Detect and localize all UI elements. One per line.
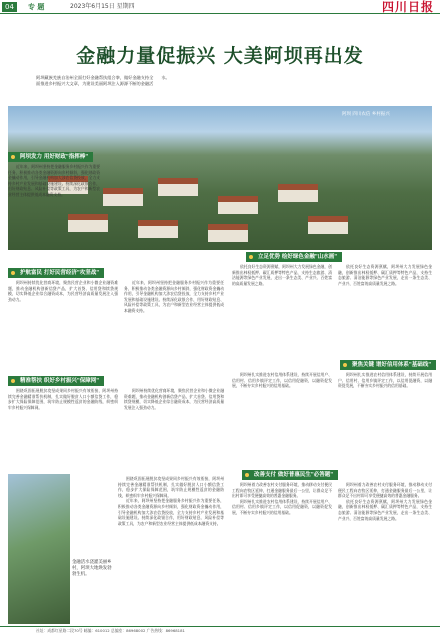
village-house: [208, 224, 248, 242]
side-photo: [8, 474, 70, 624]
village-house: [158, 178, 198, 196]
article-column: 围绕巩固拓展脱贫攻坚成果同乡村振兴有效衔接，阿坝州持续完善金融精准帮扶机制，扎实做好脱贫人口小额信贷工作，稳步扩大保险保障范围，筑牢防止规模性返贫的金融防线，织密织牢乡村振兴保障网。 近年来，阿坝州坚持把金融服务乡村振兴作为重要任务，积极推动各类金融资源向乡村倾斜，强化财政资金撬动作用，引导金融机构加大涉农信贷投放，全力支持乡村产业发展和基础设施建设。持续深化政银合作，用好财政贴息、风险补偿等政策工具，为农户和新型农业经营主体提供低成本融资支持。: [118, 476, 224, 526]
article-column: 近年来，阿坝州坚持把金融服务乡村振兴作为重要任务，积极推动各类金融资源向乡村倾斜，强化财政资金撬动作用，引导金融机构加大涉农信贷投放，全力支持乡村产业发展和基础设施建设。持续深化政银合作，用好财政贴息、风险补偿等政策工具，为农户和新型农业经营主体提供低成本融资支持。: [124, 280, 224, 313]
photo-caption: 阿坝 四川农信 乡村振兴: [342, 112, 390, 117]
village-house: [278, 184, 318, 202]
article-column: 阿坝州持续优化营商环境，聚焦民营企业和小微企业融资难题，推动金融机构创新信贷产品，扩大首贷、信用贷和续贷规模，切实降低企业综合融资成本，为民营经济高质量发展注入强劲动力。: [124, 388, 224, 410]
section-banner-5: 聚焦关键 谱好信用体系"基础线": [340, 360, 436, 370]
village-house: [138, 220, 178, 238]
article-column: 依托良好生态资源禀赋，阿坝州大力发展绿色金融，创新推出林权抵押、碳汇质押等特色产品，支持生态旅游、清洁能源等绿色产业发展，走出一条生态美、产业兴、百姓富的高质量发展之路。: [232, 264, 332, 286]
page-number: 04: [2, 2, 17, 12]
article-column: 近年来，阿坝州坚持把金融服务乡村振兴作为重要任务，积极推动各类金融资源向乡村倾斜，强化财政资金撬动作用，引导金融机构加大涉农信贷投放，全力支持乡村产业发展和基础设施建设。持续深化政银合作，用好财政贴息、风险补偿等政策工具，为农户和新型农业经营主体提供低成本融资支持。: [8, 164, 100, 197]
village-house: [218, 196, 258, 214]
section-banner-4: 立足优势 绘好绿色金融"山水画": [246, 252, 342, 262]
page-headline: 金融力量促振兴 大美阿坝再出发: [76, 45, 364, 67]
article-column: 围绕巩固拓展脱贫攻坚成果同乡村振兴有效衔接，阿坝州持续完善金融精准帮扶机制，扎实做好脱贫人口小额信贷工作，稳步扩大保险保障范围，筑牢防止规模性返贫的金融防线，织密织牢乡村振兴保障网。: [8, 388, 118, 410]
village-house: [308, 216, 348, 234]
article-column: 阿坝州着力改善农村支付服务环境，推动移动支付便民工程向农牧区延伸，打通金融服务最后一公里，让群众足不出村即可享受便捷高效的普惠金融服务。 依托良好生态资源禀赋，阿坝州大力发展绿色金融，创新推出林权抵押、碳汇质押等特色产品，支持生态旅游、清洁能源等绿色产业发展，走出一条生态美、产业兴、百姓富的高质量发展之路。: [338, 482, 432, 521]
section-banner-1: 阿坝发力 用好财政"指挥棒": [8, 152, 93, 162]
article-column: 阿坝州持续优化营商环境，聚焦民营企业和小微企业融资难题，推动金融机构创新信贷产品，扩大首贷、信用贷和续贷规模，切实降低企业综合融资成本，为民营经济高质量发展注入强劲动力。: [8, 280, 118, 302]
page-header: [0, 0, 440, 14]
section-banner-2: 护航富民 打好民营经济"攻坚战": [8, 268, 104, 278]
page-footer: 社址：成都红星路二段70号 邮编：610012 总编室：86968002 广告热线：86968181: [0, 626, 440, 635]
article-column: 阿坝州扎实推进农村信用体系建设，持续开展信用户、信用村、信用乡镇评定工作，以信用促融资，以融资促发展，不断夯实乡村振兴的信用基础。: [232, 372, 332, 389]
article-column: 阿坝州着力改善农村支付服务环境，推动移动支付便民工程向农牧区延伸，打通金融服务最后一公里，让群众足不出村即可享受便捷高效的普惠金融服务。 阿坝州扎实推进农村信用体系建设，持续开展信用户、信用村、信用乡镇评定工作，以信用促融资，以融资促发展，不断夯实乡村振兴的信用基础。: [232, 482, 332, 515]
section-label: 专 题: [28, 3, 45, 11]
side-photo-caption: 金融活水浇灌美丽乡村，阿坝大地焕发勃勃生机。: [72, 560, 112, 577]
article-column: 阿坝州扎实推进农村信用体系建设，持续开展信用户、信用村、信用乡镇评定工作，以信用促融资，以融资促发展，不断夯实乡村振兴的信用基础。: [338, 372, 432, 389]
newspaper-masthead: 四川日报: [381, 0, 434, 14]
article-column: 依托良好生态资源禀赋，阿坝州大力发展绿色金融，创新推出林权抵押、碳汇质押等特色产品，支持生态旅游、清洁能源等绿色产业发展，走出一条生态美、产业兴、百姓富的高质量发展之路。: [338, 264, 432, 286]
issue-date: 2023年6月15日 星期四: [70, 3, 135, 10]
section-banner-6: 改善支付 做好普惠民生"必答题": [242, 470, 338, 480]
lead-paragraph: 阿坝藏族羌族自治州全面打好金融帮扶组合拳，做好金融支持全面推进乡村振兴大文章，为建设美丽阿坝注入源源不断的金融活水。: [36, 75, 170, 86]
section-banner-3: 精准帮扶 织好乡村振兴"保障网": [8, 376, 104, 386]
village-house: [103, 188, 143, 206]
